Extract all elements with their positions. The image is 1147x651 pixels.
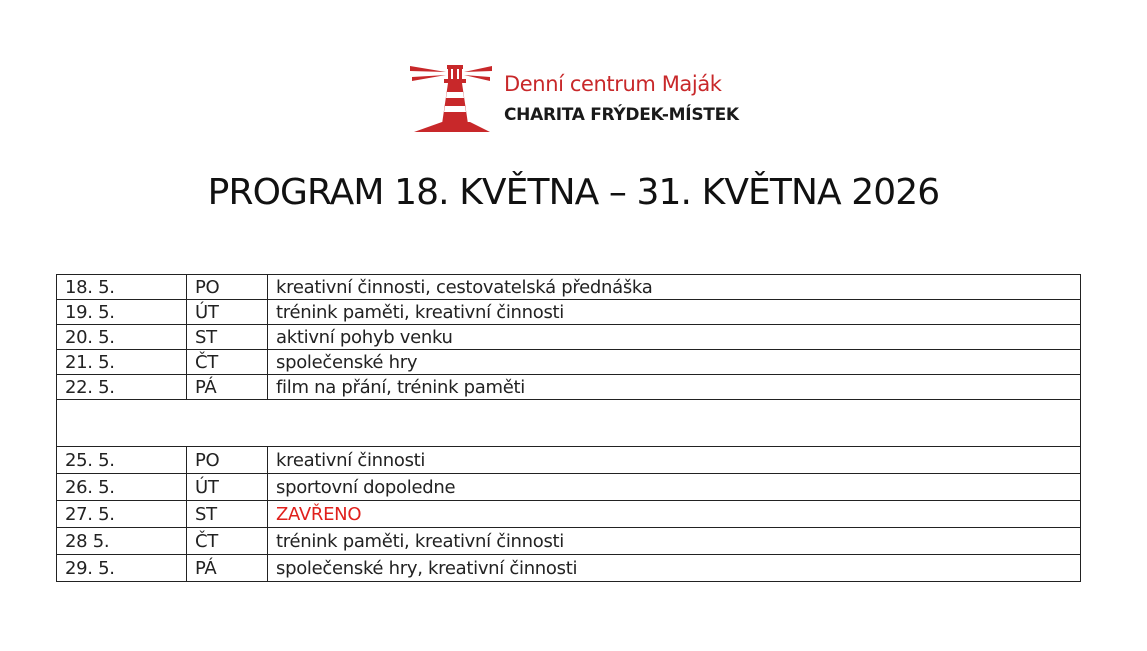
lighthouse-icon [410,62,500,137]
table-row [57,474,1081,501]
activity-cell: trénink paměti, kreativní činnosti [268,300,1081,325]
day-cell: PO [187,275,268,300]
activity-cell: kreativní činnosti [268,447,1081,474]
day-cell: ST [187,501,268,528]
table-row [57,375,1081,400]
day-cell: PO [187,447,268,474]
day-cell: PÁ [187,375,268,400]
activity-cell: aktivní pohyb venku [268,325,1081,350]
activity-cell: trénink paměti, kreativní činnosti [268,528,1081,555]
program-table [56,274,1081,582]
logo-title: Denní centrum Maják [504,72,722,96]
date-cell: 25. 5. [57,447,187,474]
charita-logo [410,62,755,137]
day-cell: ST [187,325,268,350]
weekend-spacer-row [57,400,1081,447]
date-cell: 27. 5. [57,501,187,528]
table-row [57,350,1081,375]
date-cell: 19. 5. [57,300,187,325]
date-cell: 20. 5. [57,325,187,350]
activity-cell: kreativní činnosti, cestovatelská přednáška [268,275,1081,300]
table-row [57,300,1081,325]
activity-cell: sportovní dopoledne [268,474,1081,501]
table-row [57,555,1081,582]
day-cell: ČT [187,528,268,555]
day-cell: ÚT [187,474,268,501]
day-cell: ČT [187,350,268,375]
date-cell: 18. 5. [57,275,187,300]
table-row [57,501,1081,528]
page-title: PROGRAM 18. KVĚTNA – 31. KVĚTNA 2026 [207,172,940,213]
table-row [57,447,1081,474]
day-cell: ÚT [187,300,268,325]
date-cell: 22. 5. [57,375,187,400]
date-cell: 26. 5. [57,474,187,501]
date-cell: 29. 5. [57,555,187,582]
day-cell: PÁ [187,555,268,582]
table-row [57,275,1081,300]
table-row [57,325,1081,350]
activity-cell: společenské hry, kreativní činnosti [268,555,1081,582]
date-cell: 28 5. [57,528,187,555]
activity-cell: film na přání, trénink paměti [268,375,1081,400]
activity-cell: společenské hry [268,350,1081,375]
date-cell: 21. 5. [57,350,187,375]
closed-activity-cell: ZAVŘENO [268,501,1081,528]
table-row [57,528,1081,555]
spacer-cell [57,400,1081,447]
logo-subtitle: CHARITA FRÝDEK-MÍSTEK [504,105,739,125]
